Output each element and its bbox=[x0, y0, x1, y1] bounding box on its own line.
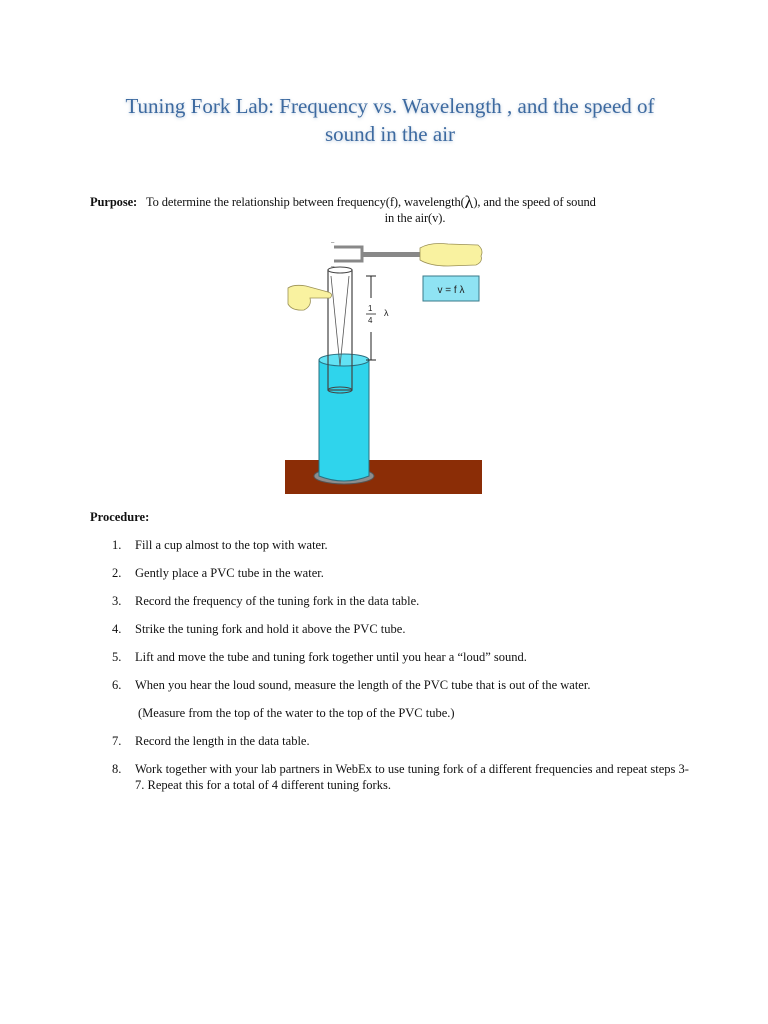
fraction-denominator: 4 bbox=[368, 316, 373, 325]
diagram-svg bbox=[280, 236, 490, 498]
procedure-steps bbox=[90, 537, 690, 793]
title-line-2: sound in the air bbox=[324, 122, 456, 146]
document-title bbox=[60, 92, 720, 148]
step-number: 6. bbox=[112, 678, 122, 692]
tuning-fork-handle bbox=[362, 252, 420, 257]
purpose-label: Purpose: bbox=[90, 195, 138, 209]
procedure-step bbox=[90, 733, 690, 749]
step-note-text: (Measure from the top of the water to the top of the PVC tube.) bbox=[138, 706, 455, 720]
step-text: Gently place a PVC tube in the water. bbox=[135, 566, 324, 580]
tuning-fork-prongs bbox=[334, 247, 362, 261]
fraction-numerator: 1 bbox=[368, 304, 373, 313]
purpose-section bbox=[90, 194, 690, 226]
procedure-step bbox=[90, 677, 690, 693]
fork-mark-bottom: – bbox=[331, 264, 335, 270]
step-text: Strike the tuning fork and hold it above the PVC tube. bbox=[135, 622, 406, 636]
step-number: 5. bbox=[112, 650, 122, 664]
procedure-step bbox=[90, 593, 690, 609]
water-top-ellipse bbox=[319, 354, 369, 366]
title-line-1: Tuning Fork Lab: Frequency vs. Wavelength , and the speed of bbox=[125, 94, 655, 118]
fork-mark-top: – bbox=[331, 240, 335, 246]
step-number: 8. bbox=[112, 762, 122, 776]
step-number: 1. bbox=[112, 538, 122, 552]
standing-wave-right bbox=[340, 276, 349, 366]
procedure-step-note bbox=[90, 705, 690, 721]
procedure-step bbox=[90, 537, 690, 553]
lambda-symbol: λ bbox=[464, 192, 474, 212]
step-text: Fill a cup almost to the top with water. bbox=[135, 538, 328, 552]
fraction-lambda: λ bbox=[384, 308, 389, 318]
step-number: 3. bbox=[112, 594, 122, 608]
purpose-text-before: To determine the relationship between frequency(f), wavelength( bbox=[145, 195, 465, 209]
procedure-label: Procedure: bbox=[90, 510, 150, 524]
purpose-text-after: ), and the speed of sound bbox=[473, 195, 596, 209]
water-cylinder bbox=[319, 360, 369, 481]
tuning-fork-diagram bbox=[280, 236, 490, 498]
procedure-step bbox=[90, 565, 690, 581]
step-number: 4. bbox=[112, 622, 122, 636]
standing-wave-left bbox=[331, 276, 340, 366]
step-text: Record the length in the data table. bbox=[135, 734, 310, 748]
step-text: Lift and move the tube and tuning fork together until you hear a “loud” sound. bbox=[135, 650, 527, 664]
right-hand-icon bbox=[420, 244, 482, 267]
step-text: Work together with your lab partners in WebEx to use tuning fork of a different frequencies and repeat steps 3-7. Repeat this for a total of 4 different tuning forks. bbox=[135, 762, 689, 792]
step-number: 7. bbox=[112, 734, 122, 748]
procedure-step bbox=[90, 621, 690, 637]
step-text: Record the frequency of the tuning fork in the data table. bbox=[135, 594, 420, 608]
purpose-text-continued: in the air(v). bbox=[384, 211, 446, 225]
left-hand-icon bbox=[288, 285, 332, 310]
procedure-step bbox=[90, 761, 690, 793]
step-text: When you hear the loud sound, measure the length of the PVC tube that is out of the water. bbox=[135, 678, 591, 692]
step-number: 2. bbox=[112, 566, 122, 580]
procedure-step bbox=[90, 649, 690, 665]
formula-text: v = f λ bbox=[437, 285, 465, 296]
